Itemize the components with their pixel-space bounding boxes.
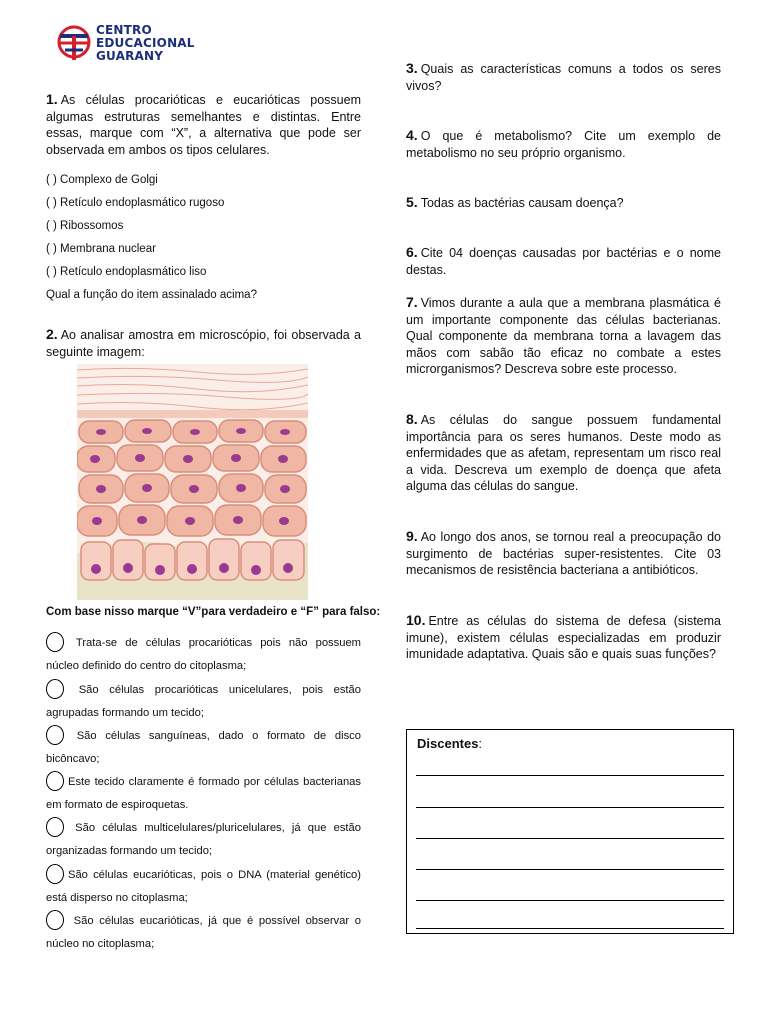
- vf-item-5: São células multicelulares/pluricelulares, já que estão organizadas formando um tecido;: [46, 817, 361, 863]
- students-box-title: Discentes:: [417, 736, 483, 751]
- q1-follow-up: Qual a função do item assinalado acima?: [46, 289, 257, 301]
- question-5: 5. Todas as bactérias causam doença?: [406, 194, 624, 210]
- vf-answer-circle[interactable]: [46, 679, 64, 699]
- q1-option-ribosomes[interactable]: ( ) Ribossomos: [46, 220, 124, 232]
- vf-item-1: Trata-se de células procarióticas pois não possuem núcleo definido do centro do citoplasma;: [46, 632, 361, 678]
- vf-item-4: Este tecido claramente é formado por células bacterianas em formato de espiroquetas.: [46, 771, 361, 817]
- student-name-line[interactable]: [416, 807, 724, 808]
- question-3: 3. Quais as características comuns a todos os seres vivos?: [406, 60, 721, 93]
- question-9: 9. Ao longo dos anos, se tornou real a preocupação do surgimento de bactérias super-resistentes. Cite 03 mecanismos de resistência bacteriana a antibióticos.: [406, 528, 721, 577]
- vf-answer-circle[interactable]: [46, 817, 64, 837]
- vf-item-3: São células sanguíneas, dado o formato de disco bicôncavo;: [46, 725, 361, 771]
- q1-option-nuclear-membrane[interactable]: ( ) Membrana nuclear: [46, 243, 156, 255]
- student-name-line[interactable]: [416, 869, 724, 870]
- vf-answer-circle[interactable]: [46, 910, 64, 930]
- vf-answer-circle[interactable]: [46, 632, 64, 652]
- question-7: 7. Vimos durante a aula que a membrana plasmática é um importante componente das células bacterianas. Qual componente da membrana torna a lavagem das mãos com sabão tão eficaz no combate a estes microrganismos? Descreva sobre este processo.: [406, 294, 721, 376]
- question-8: 8. As células do sangue possuem fundamental importância para os seres humanos. Deste modo as enfermidades que as afetam, representam um risco real a vida. Descreva um exemplo de doença que afeta alguma das células do sangue.: [406, 411, 721, 493]
- question-4: 4. O que é metabolismo? Cite um exemplo de metabolismo no seu próprio organismo.: [406, 127, 721, 160]
- q1-option-golgi[interactable]: ( ) Complexo de Golgi: [46, 174, 158, 186]
- vf-answer-circle[interactable]: [46, 864, 64, 884]
- vf-answer-circle[interactable]: [46, 771, 64, 791]
- vf-answer-circle[interactable]: [46, 725, 64, 745]
- vf-item-6: São células eucarióticas, pois o DNA (material genético) está disperso no citoplasma;: [46, 864, 361, 910]
- q1-option-rer[interactable]: ( ) Retículo endoplasmático rugoso: [46, 197, 225, 209]
- student-name-line[interactable]: [416, 838, 724, 839]
- school-name: CENTRO EDUCACIONAL GUARANY: [96, 23, 195, 63]
- q1-option-ser[interactable]: ( ) Retículo endoplasmático liso: [46, 266, 207, 278]
- vf-instruction: Com base nisso marque “V”para verdadeiro e “F” para falso:: [46, 606, 381, 618]
- question-6: 6. Cite 04 doenças causadas por bactérias e o nome destas.: [406, 244, 721, 277]
- question-10: 10. Entre as células do sistema de defesa (sistema imune), existem células especializadas em produzir imunidade adaptativa. Quais são e quais suas funções?: [406, 612, 721, 661]
- vf-item-2: São células procarióticas unicelulares, pois estão agrupadas formando um tecido;: [46, 679, 361, 725]
- students-box: [406, 729, 734, 934]
- student-name-line[interactable]: [416, 775, 724, 776]
- student-name-line[interactable]: [416, 928, 724, 929]
- question-1: 1. As células procarióticas e eucarióticas possuem algumas estruturas semelhantes e distintas. Entre essas, marque com “X”, a alternativa que pode ser observada em ambos os tipos celulares.: [46, 91, 361, 157]
- question-2: 2. Ao analisar amostra em microscópio, foi observada a seguinte imagem:: [46, 326, 361, 359]
- student-name-line[interactable]: [416, 900, 724, 901]
- vf-item-7: São células eucarióticas, já que é possível observar o núcleo no citoplasma;: [46, 910, 361, 956]
- epithelial-tissue-image: [77, 364, 308, 600]
